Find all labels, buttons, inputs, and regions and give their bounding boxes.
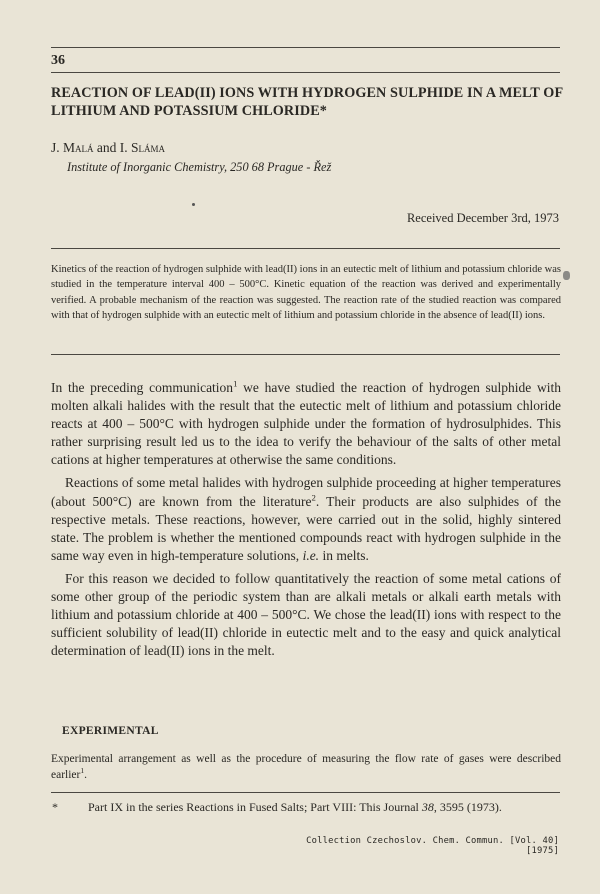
paragraph-1: In the preceding communication$^1$ we have studied the reaction of hydrogen sulphide with molten alkali halides with the result that the eutectic melt of lithium and potassium chloride reacts at 400 – 500°C with hydrogen sulphide under the formation of hydrosulphides. This rather surprising result led us to the idea to verify the behaviour of the salts of other metal cations at higher temperatures at otherwise the same conditions. bbox=[51, 378, 561, 468]
paragraph-3: For this reason we decided to follow quantitatively the reaction of some metal cations of some other group of the periodic system than are alkali metals or alkali earth metals with lithium and potassium chloride at 400 – 500°C. We chose the lead(II) ions with respect to the sufficient solubility of lead(II) chloride in eutectic melt and to the easy and quick analytical determination of lead(II) ions in the melt. bbox=[51, 570, 561, 659]
footnote: Part IX in the series Reactions in Fused Salts; Part VIII: This Journal 38, 3595 (1973). bbox=[88, 800, 502, 814]
experimental-heading: EXPERIMENTAL bbox=[62, 725, 159, 737]
article-title: REACTION OF LEAD(II) IONS WITH HYDROGEN SULPHIDE IN A MELT OF LITHIUM AND POTASSIUM CHLORIDE* bbox=[51, 85, 563, 119]
speck-mark bbox=[192, 203, 195, 206]
journal-footer: Collection Czechoslov. Chem. Commun. [Vol. 40] [1975] bbox=[306, 836, 559, 856]
abstract: Kinetics of the reaction of hydrogen sulphide with lead(II) ions in an eutectic melt of lithium and potassium chloride was studied in the temperature interval 400 – 500°C. Kinetic equation of the reaction was derived and experimentally verified. A probable mechanism of the reaction was suggested. The reaction rate of the studied reaction was compared with that of hydrogen sulphide with an eutectic melt of lithium and potassium chloride in the absence of lead(II) ions. bbox=[51, 264, 561, 321]
body-text bbox=[51, 379, 561, 660]
institution: Institute of Inorganic Chemistry, 250 68 Prague - Řež bbox=[67, 160, 332, 174]
experimental-text: Experimental arrangement as well as the procedure of measuring the flow rate of gases were described earlier$^1$. bbox=[51, 753, 561, 781]
author1-initial: J. bbox=[51, 140, 64, 155]
authors-connector: and I. bbox=[93, 140, 132, 155]
header-rule bbox=[51, 72, 560, 73]
ink-smudge bbox=[563, 271, 570, 280]
footnote-rule bbox=[51, 792, 560, 793]
footnote-mark: * bbox=[52, 800, 58, 814]
top-rule bbox=[51, 47, 560, 48]
paragraph-2: Reactions of some metal halides with hydrogen sulphide proceeding at higher temperatures (about 500°C) are known from the literature$^2$. Their products are also sulphides of the respective metals. These reactions, however, were carried out in the solid, highly sintered state. The problem is whether the mentioned compounds react with hydrogen sulphide in the same way even in high-temperature solutions, i.e. in melts. bbox=[51, 475, 561, 563]
authors bbox=[51, 140, 165, 156]
received-date: Received December 3rd, 1973 bbox=[406, 211, 559, 225]
abstract-bottom-rule bbox=[51, 354, 560, 355]
abstract-top-rule bbox=[51, 248, 560, 249]
page-number: 36 bbox=[51, 53, 65, 68]
author2-name: Sláma bbox=[131, 140, 166, 155]
author1-name: Malá bbox=[63, 140, 94, 155]
